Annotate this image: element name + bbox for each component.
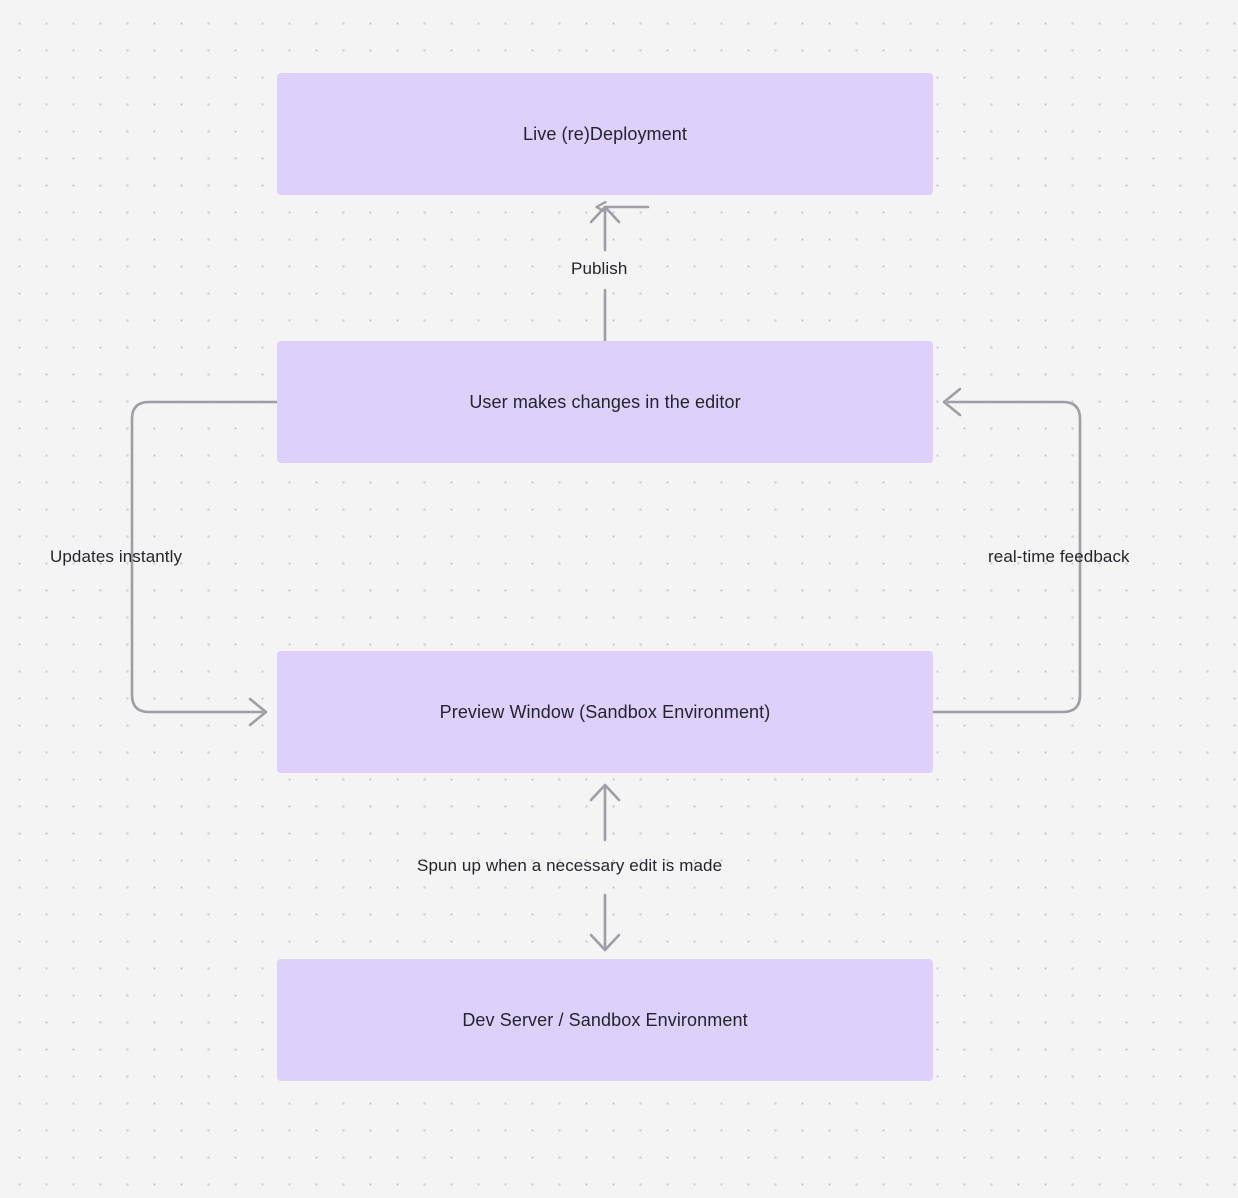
node-label: Live (re)Deployment <box>523 123 687 144</box>
node-live-deployment[interactable] <box>277 73 933 195</box>
edge-label-updates-instantly: Updates instantly <box>50 547 183 566</box>
node-label: User makes changes in the editor <box>469 391 741 412</box>
node-label: Dev Server / Sandbox Environment <box>462 1009 748 1030</box>
edge-label-publish: Publish <box>571 259 628 278</box>
edge-label-spun-up: Spun up when a necessary edit is made <box>417 856 723 875</box>
node-label: Preview Window (Sandbox Environment) <box>439 701 771 722</box>
edge-label-real-time-feedback: real-time feedback <box>988 547 1130 566</box>
node-dev-server[interactable] <box>277 959 933 1081</box>
node-user-edits[interactable] <box>277 341 933 463</box>
node-preview-window[interactable] <box>277 651 933 773</box>
